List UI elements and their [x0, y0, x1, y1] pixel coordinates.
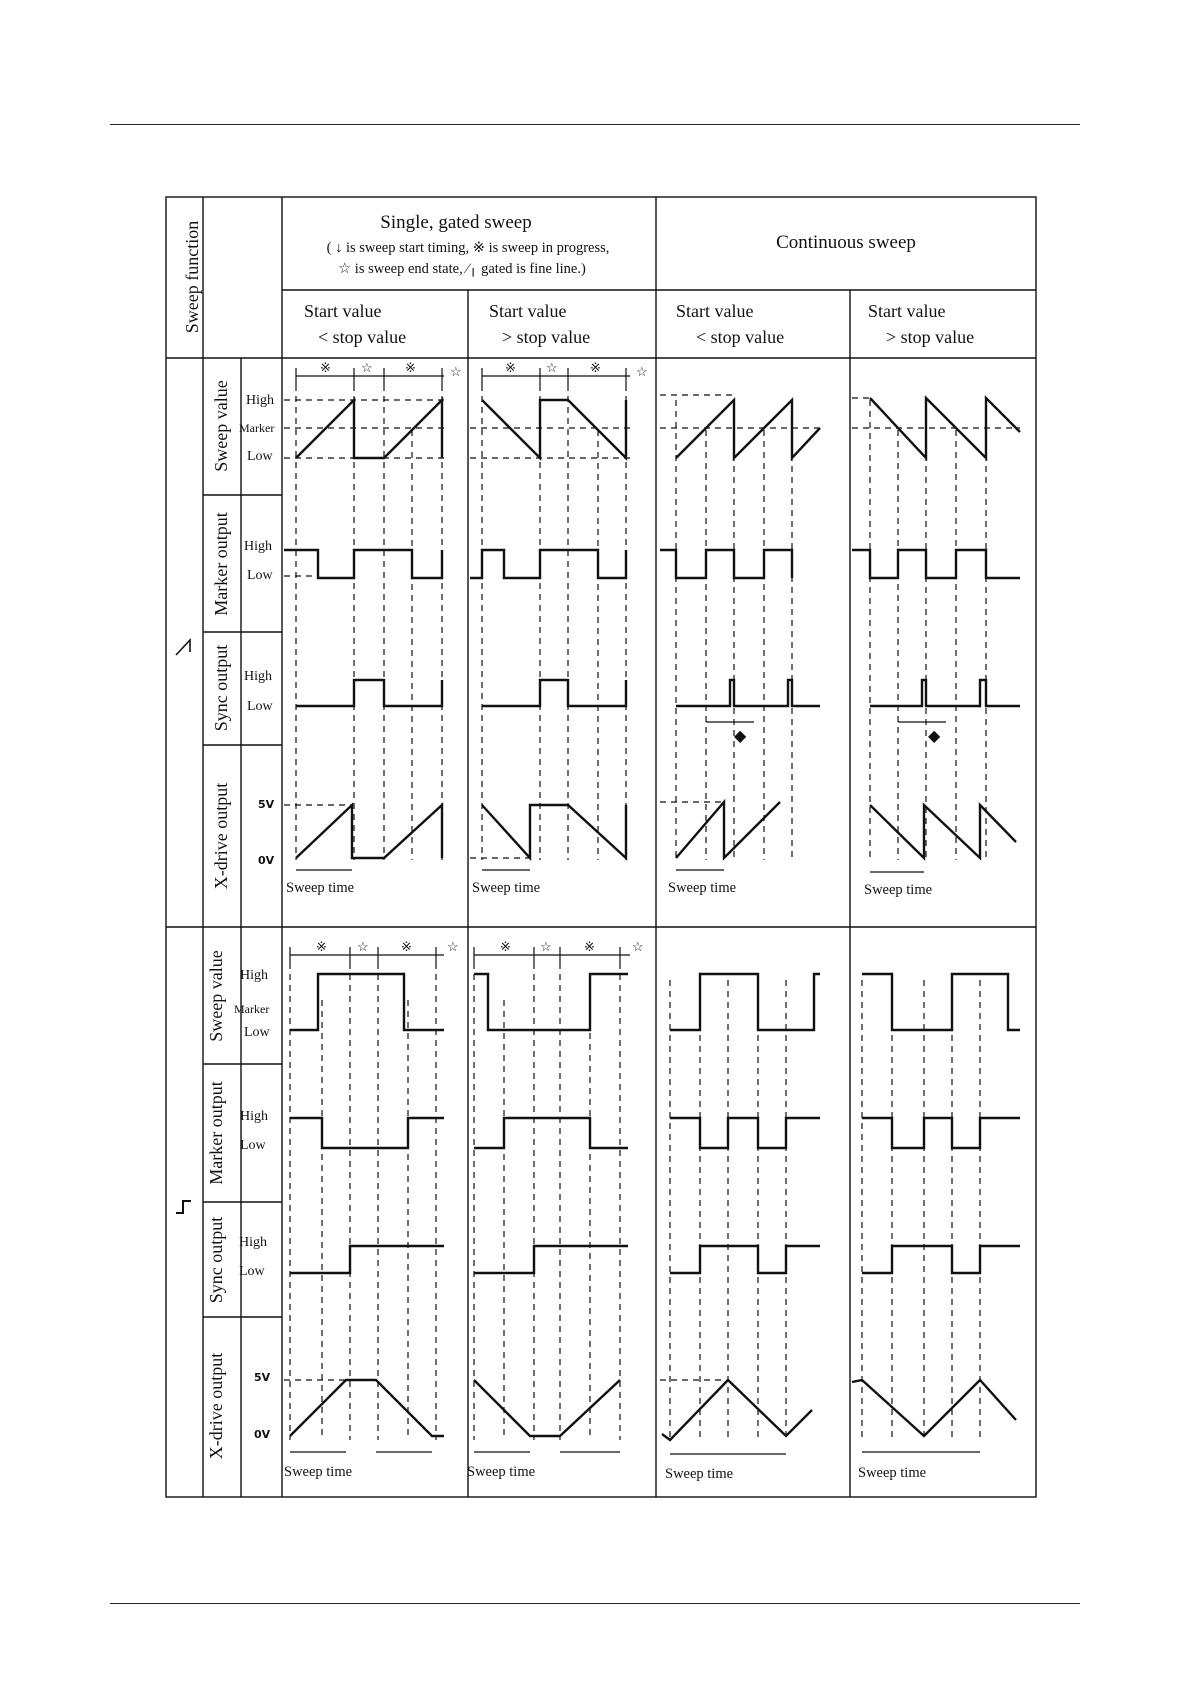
row-label-sync-output-1: Sync output [211, 644, 231, 732]
sweep-time-label: Sweep time [472, 880, 541, 896]
step-section-icon [176, 1201, 191, 1213]
in-progress-symbol: ※ [405, 360, 416, 375]
in-progress-symbol: ※ [584, 939, 595, 954]
level-low: Low [240, 1138, 266, 1153]
row-label-xdrive-output-2: X-drive output [206, 1352, 226, 1460]
level-high: High [244, 669, 272, 684]
row-label-xdrive-output-1: X-drive output [211, 782, 231, 890]
in-progress-symbol: ※ [590, 360, 601, 375]
col3-stop-label: < stop value [696, 327, 785, 347]
in-progress-symbol: ※ [500, 939, 511, 954]
in-progress-symbol: ※ [316, 939, 327, 954]
level-low: Low [247, 699, 273, 714]
sweep-time-label: Sweep time [467, 1464, 536, 1480]
single-gated-note-1: ( ↓ is sweep start timing, ※ is sweep in progress, [326, 240, 610, 256]
level-low: Low [247, 449, 273, 464]
continuous-sweep-title: Continuous sweep [776, 232, 916, 253]
single-gated-title: Single, gated sweep [380, 212, 532, 233]
row-label-sweep-value-1: Sweep value [211, 380, 231, 472]
sweep-function-label: Sweep function [182, 220, 202, 334]
level-high: High [246, 393, 274, 408]
timing-arrows [290, 368, 630, 963]
level-low: Low [247, 568, 273, 583]
in-progress-symbol: ※ [505, 360, 516, 375]
sweep-time-arrows [290, 722, 980, 1454]
sweep-time-label: Sweep time [858, 1465, 927, 1481]
end-state-symbol: ☆ [361, 360, 373, 375]
row-label-sync-output-2: Sync output [206, 1216, 226, 1304]
in-progress-symbol: ※ [320, 360, 331, 375]
end-state-symbol: ☆ [450, 364, 462, 379]
end-state-symbol: ☆ [447, 939, 459, 954]
sweep-time-label: Sweep time [286, 880, 355, 896]
sync-width-diamond: ◆ [928, 728, 941, 745]
ramp-section-icon [176, 640, 190, 655]
row-label-marker-output-1: Marker output [211, 512, 231, 616]
level-high: High [240, 1109, 268, 1124]
level-0v: 0V [258, 854, 275, 867]
level-high: High [239, 1235, 267, 1250]
level-high: High [244, 539, 272, 554]
level-low: Low [239, 1264, 265, 1279]
single-gated-note-2: ☆ is sweep end state, ⁄╷ gated is fine line.) [338, 261, 586, 277]
end-state-symbol: ☆ [636, 364, 648, 379]
col4-stop-label: > stop value [886, 327, 975, 347]
sweep-time-label: Sweep time [665, 1466, 734, 1482]
level-high: High [240, 968, 268, 983]
row-label-marker-output-2: Marker output [206, 1081, 226, 1185]
sweep-time-label: Sweep time [284, 1464, 353, 1480]
sync-width-diamond: ◆ [734, 728, 747, 745]
col3-start-label: Start value [676, 301, 754, 321]
waveforms-ramp [284, 398, 1020, 858]
row-label-sweep-value-2: Sweep value [206, 950, 226, 1042]
col2-stop-label: > stop value [502, 327, 591, 347]
sweep-time-label: Sweep time [668, 880, 737, 896]
level-marker: Marker [239, 421, 275, 435]
end-state-symbol: ☆ [357, 939, 369, 954]
waveforms-step [290, 974, 1020, 1440]
level-5v: 5V [254, 1371, 271, 1384]
guide-lines [284, 385, 1020, 1440]
col4-start-label: Start value [868, 301, 946, 321]
col2-start-label: Start value [489, 301, 567, 321]
level-low: Low [244, 1025, 270, 1040]
in-progress-symbol: ※ [401, 939, 412, 954]
end-state-symbol: ☆ [540, 939, 552, 954]
col1-stop-label: < stop value [318, 327, 407, 347]
level-0v: 0V [254, 1428, 271, 1441]
level-5v: 5V [258, 798, 275, 811]
sweep-time-label: Sweep time [864, 882, 933, 898]
end-state-symbol: ☆ [632, 939, 644, 954]
col1-start-label: Start value [304, 301, 382, 321]
end-state-symbol: ☆ [546, 360, 558, 375]
level-marker: Marker [234, 1002, 270, 1016]
